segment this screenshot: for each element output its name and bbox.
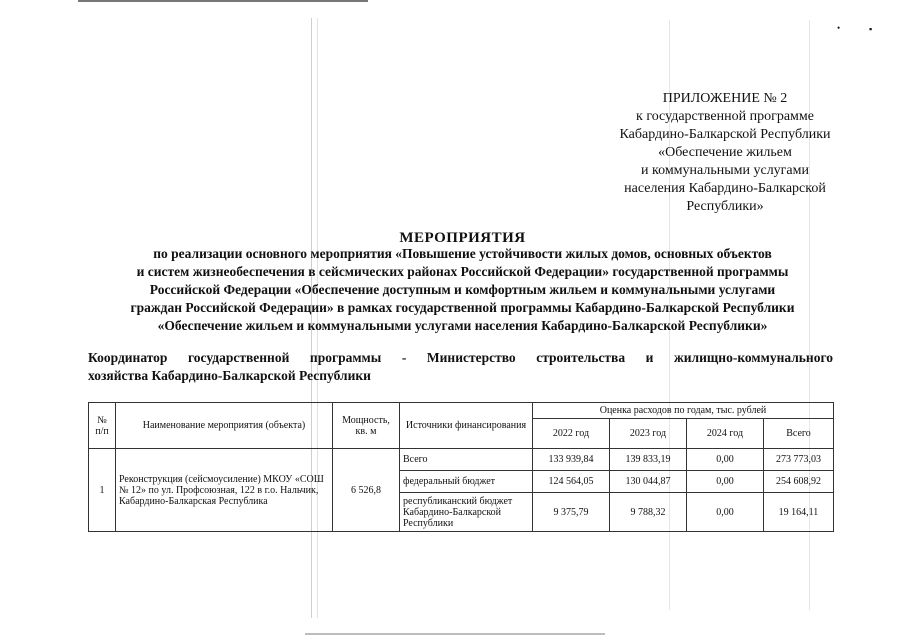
measures-table (88, 402, 834, 532)
header-year-2024: 2024 год (687, 419, 764, 449)
cell-num: 1 (89, 449, 116, 532)
appendix-line: Кабардино-Балкарской Республики (619, 127, 831, 142)
header-name: Наименование мероприятия (объекта) (116, 403, 333, 449)
scan-speck: • (837, 23, 841, 33)
header-sources: Источники финансирования (400, 403, 533, 449)
header-year-2022: 2022 год (533, 419, 610, 449)
subtitle-line: Российской Федерации «Обеспечение доступным и комфортным жильем и коммунальными услугами (149, 282, 776, 297)
scan-speck: ▪ (869, 24, 873, 34)
cell-value: 0,00 (687, 493, 764, 532)
cell-value: 139 833,19 (610, 449, 687, 471)
scan-artifact (305, 633, 605, 635)
appendix-line: к государственной программе (636, 109, 814, 124)
appendix-line: ПРИЛОЖЕНИЕ № 2 (662, 91, 788, 106)
cell-value: 133 939,84 (533, 449, 610, 471)
table-header-row (89, 403, 834, 419)
cell-value: 124 564,05 (533, 471, 610, 493)
appendix-line: «Обеспечение жильем (658, 145, 792, 160)
scan-artifact (78, 0, 368, 2)
cell-value: 273 773,03 (764, 449, 834, 471)
header-power: Мощность, кв. м (333, 403, 400, 449)
cell-name: Реконструкция (сейсмоусиление) МКОУ «СОШ № 12» по ул. Профсоюзная, 122 в г.о. Нальчик, Кабардино-Балкарская Республика (116, 449, 333, 532)
appendix-block (560, 90, 890, 216)
document-title: МЕРОПРИЯТИЯ (399, 230, 526, 246)
subtitle-line: по реализации основного мероприятия «Повышение устойчивости жилых домов, основных объектов (153, 246, 772, 261)
coordinator-line: хозяйства Кабардино-Балкарской Республики (88, 368, 371, 383)
appendix-line: и коммунальными услугами (641, 163, 809, 178)
cell-source: Всего (400, 449, 533, 471)
cell-value: 9 375,79 (533, 493, 610, 532)
header-costs: Оценка расходов по годам, тыс. рублей (533, 403, 834, 419)
cell-value: 254 608,92 (764, 471, 834, 493)
cell-power: 6 526,8 (333, 449, 400, 532)
cell-value: 130 044,87 (610, 471, 687, 493)
coordinator-line: Координатор государственной программы - Министерство строительства и жилищно-коммунального (88, 350, 833, 365)
subtitle-line: «Обеспечение жильем и коммунальными услугами населения Кабардино-Балкарской Республики» (157, 318, 768, 333)
document-subtitle (60, 245, 865, 335)
cell-source: республиканский бюджет Кабардино-Балкарской Республики (400, 493, 533, 532)
appendix-line: населения Кабардино-Балкарской (624, 181, 826, 196)
cell-value: 0,00 (687, 449, 764, 471)
header-total: Всего (764, 419, 834, 449)
cell-value: 9 788,32 (610, 493, 687, 532)
cell-value: 0,00 (687, 471, 764, 493)
table-row (89, 449, 834, 471)
header-year-2023: 2023 год (610, 419, 687, 449)
cell-source: федеральный бюджет (400, 471, 533, 493)
appendix-line: Республики» (686, 199, 764, 214)
subtitle-line: и систем жизнеобеспечения в сейсмических районах Российской Федерации» государственной программы (136, 264, 789, 279)
coordinator-block (88, 349, 833, 385)
cell-value: 19 164,11 (764, 493, 834, 532)
header-num: № п/п (89, 403, 116, 449)
subtitle-line: граждан Российской Федерации» в рамках государственной программы Кабардино-Балкарской Республики (130, 300, 795, 315)
